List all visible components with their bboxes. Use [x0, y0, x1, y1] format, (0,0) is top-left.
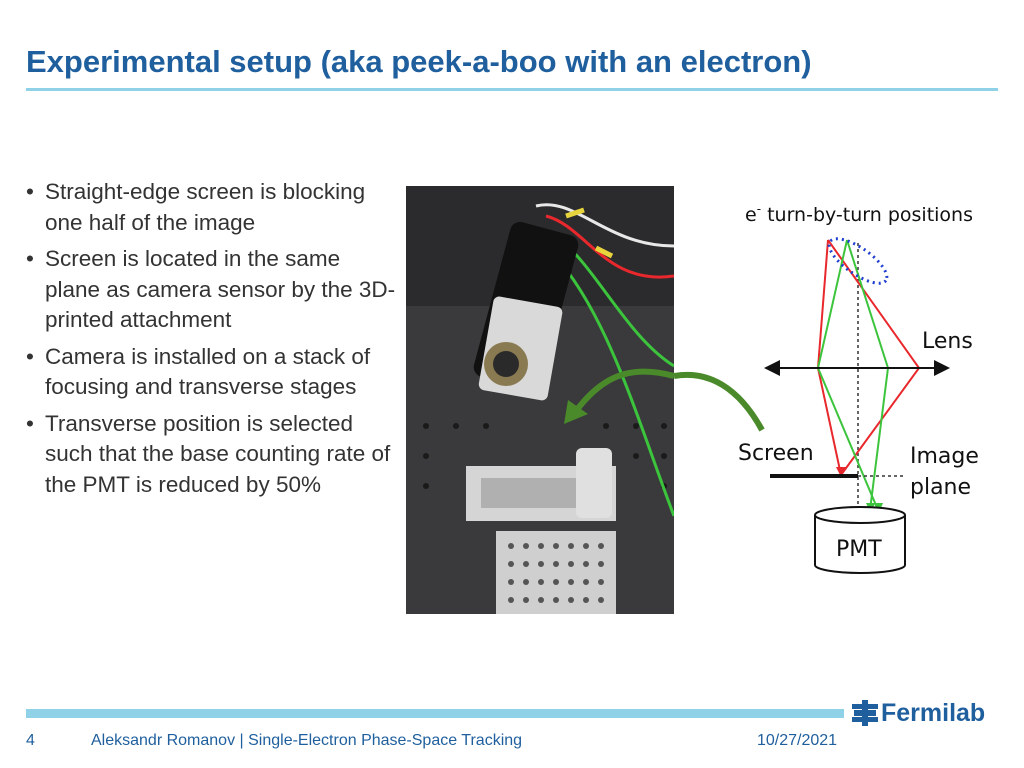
slide-title: Experimental setup (aka peek-a-boo with an electron) — [26, 44, 812, 79]
fermilab-logo-text: Fermilab — [881, 698, 986, 727]
bullet-item: • Screen is located in the same plane as camera sensor by the 3D-printed attachment — [26, 244, 396, 336]
image-plane-label: Image — [910, 444, 979, 469]
bullet-item: • Straight-edge screen is blocking one half of the image — [26, 177, 396, 238]
title-divider — [26, 88, 998, 91]
pmt-label: PMT — [836, 537, 882, 562]
bullet-list — [26, 177, 396, 506]
setup-photo — [406, 186, 674, 614]
footer-bar — [26, 709, 844, 718]
page-number: 4 — [26, 732, 35, 749]
fermilab-logo — [852, 698, 985, 728]
bullet-item: • Transverse position is selected such that the base counting rate of the PMT is reduced by 50% — [26, 409, 396, 501]
optics-diagram — [720, 195, 1020, 585]
footer-text: Aleksandr Romanov | Single-Electron Phase-Space Tracking — [91, 732, 523, 749]
footer-date: 10/27/2021 — [757, 732, 838, 749]
screen-label: Screen — [738, 441, 814, 466]
positions-label: e- turn-by-turn positions — [745, 202, 973, 226]
bullet-item: • Camera is installed on a stack of focusing and transverse stages — [26, 342, 396, 403]
image-plane-label-2: plane — [910, 475, 972, 500]
fermilab-logo-icon — [852, 700, 878, 726]
lens-label: Lens — [922, 329, 973, 354]
